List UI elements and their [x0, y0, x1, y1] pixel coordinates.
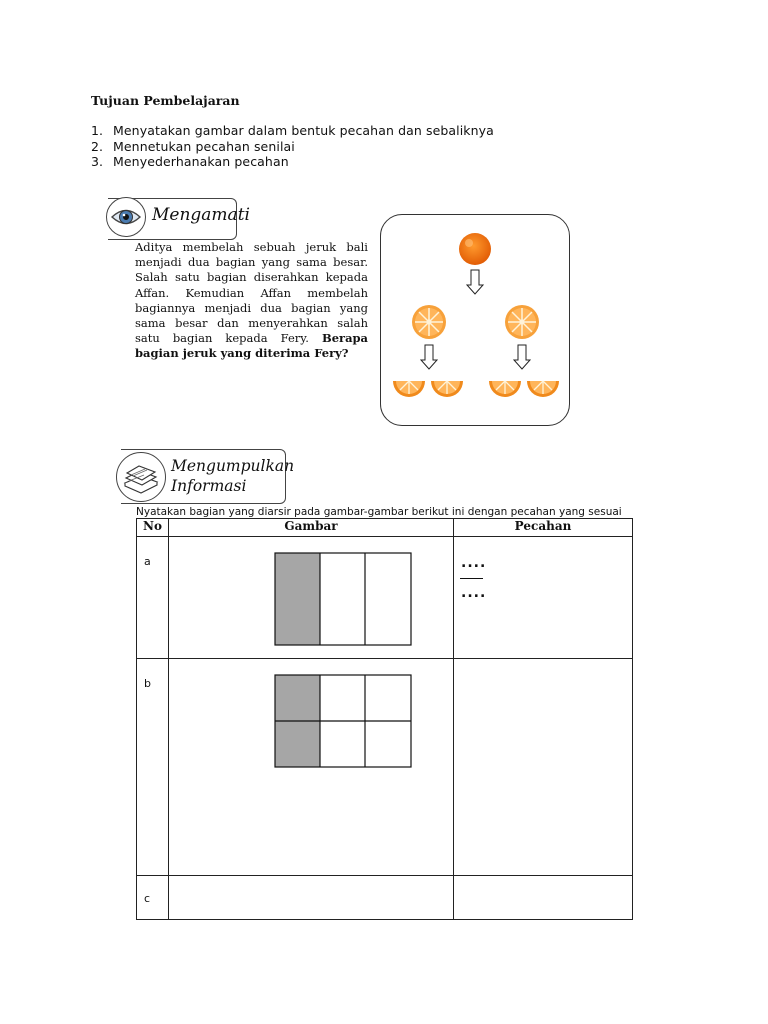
table-row: [137, 537, 633, 659]
table-row: [137, 659, 633, 876]
page-title: Tujuan Pembelajaran: [91, 93, 240, 108]
quarter-orange-icon: [489, 381, 521, 397]
table-row: [137, 876, 633, 920]
denominator-blank: ....: [461, 585, 487, 601]
row-label: c: [144, 892, 151, 905]
instruction-text: Nyatakan bagian yang diarsir pada gambar-gambar berikut ini dengan pecahan yang sesuai: [136, 506, 622, 518]
row-no-cell: [137, 876, 169, 920]
collect-label: [171, 456, 294, 496]
down-arrow-icon: [467, 270, 483, 294]
header-pecahan: Pecahan: [454, 519, 633, 537]
quarter-orange-icon: [431, 381, 463, 397]
down-arrow-icon: [514, 345, 530, 369]
goal-item: [91, 139, 494, 155]
story-question: Berapa bagian jeruk yang diterima Fery?: [135, 331, 369, 361]
row-no-cell: [137, 659, 169, 876]
learning-goals-list: [91, 123, 494, 170]
header-no: No: [137, 519, 169, 537]
half-orange-icon: [412, 305, 446, 339]
shaded-part: [275, 553, 320, 645]
fraction-figure-a: [274, 552, 414, 648]
observe-label: Mengamati: [152, 205, 250, 225]
goal-number: 3.: [91, 154, 104, 169]
picture-cell: [169, 537, 454, 659]
row-no-cell: [137, 537, 169, 659]
half-orange-icon: [505, 305, 539, 339]
row-label: a: [144, 555, 151, 568]
goal-text: Mennetukan pecahan senilai: [113, 138, 295, 154]
story-paragraph: [135, 240, 368, 362]
goal-text: Menyatakan gambar dalam bentuk pecahan dan sebaliknya: [113, 123, 494, 138]
collect-label-line2: Informasi: [171, 477, 247, 495]
fraction-figure-b: [274, 674, 414, 770]
quarter-orange-icon: [393, 381, 425, 397]
fraction-cell: [454, 659, 633, 876]
books-icon: [116, 452, 166, 502]
goal-item: [91, 123, 494, 139]
goal-item: [91, 154, 494, 170]
row-label: b: [144, 677, 151, 690]
header-gambar: Gambar: [169, 519, 454, 537]
orange-diagram: [380, 214, 570, 426]
collect-label-line1: Mengumpulkan: [171, 457, 295, 475]
table-header-row: [137, 519, 633, 537]
goal-number: 1.: [91, 123, 104, 138]
picture-cell: [169, 876, 454, 920]
story-text: Aditya membelah sebuah jeruk bali menjadi dua bagian yang sama besar. Salah satu bagian diserahkan kepada Affan. Kemudian Affan membelah bagiannya menjadi dua bagian yang sama besar dan menyerahkan salah satu bagian kepada Fery.: [135, 240, 368, 346]
eye-icon: [106, 197, 146, 237]
numerator-blank: ....: [461, 555, 487, 571]
fraction-bar: [460, 578, 483, 579]
whole-orange-icon: [459, 233, 491, 265]
down-arrow-icon: [421, 345, 437, 369]
fraction-cell: [454, 876, 633, 920]
fraction-cell: [454, 537, 633, 659]
goal-number: 2.: [91, 138, 104, 154]
goal-text: Menyederhanakan pecahan: [113, 154, 289, 169]
picture-cell: [169, 659, 454, 876]
fraction-table: [136, 518, 633, 920]
quarter-orange-icon: [527, 381, 559, 397]
